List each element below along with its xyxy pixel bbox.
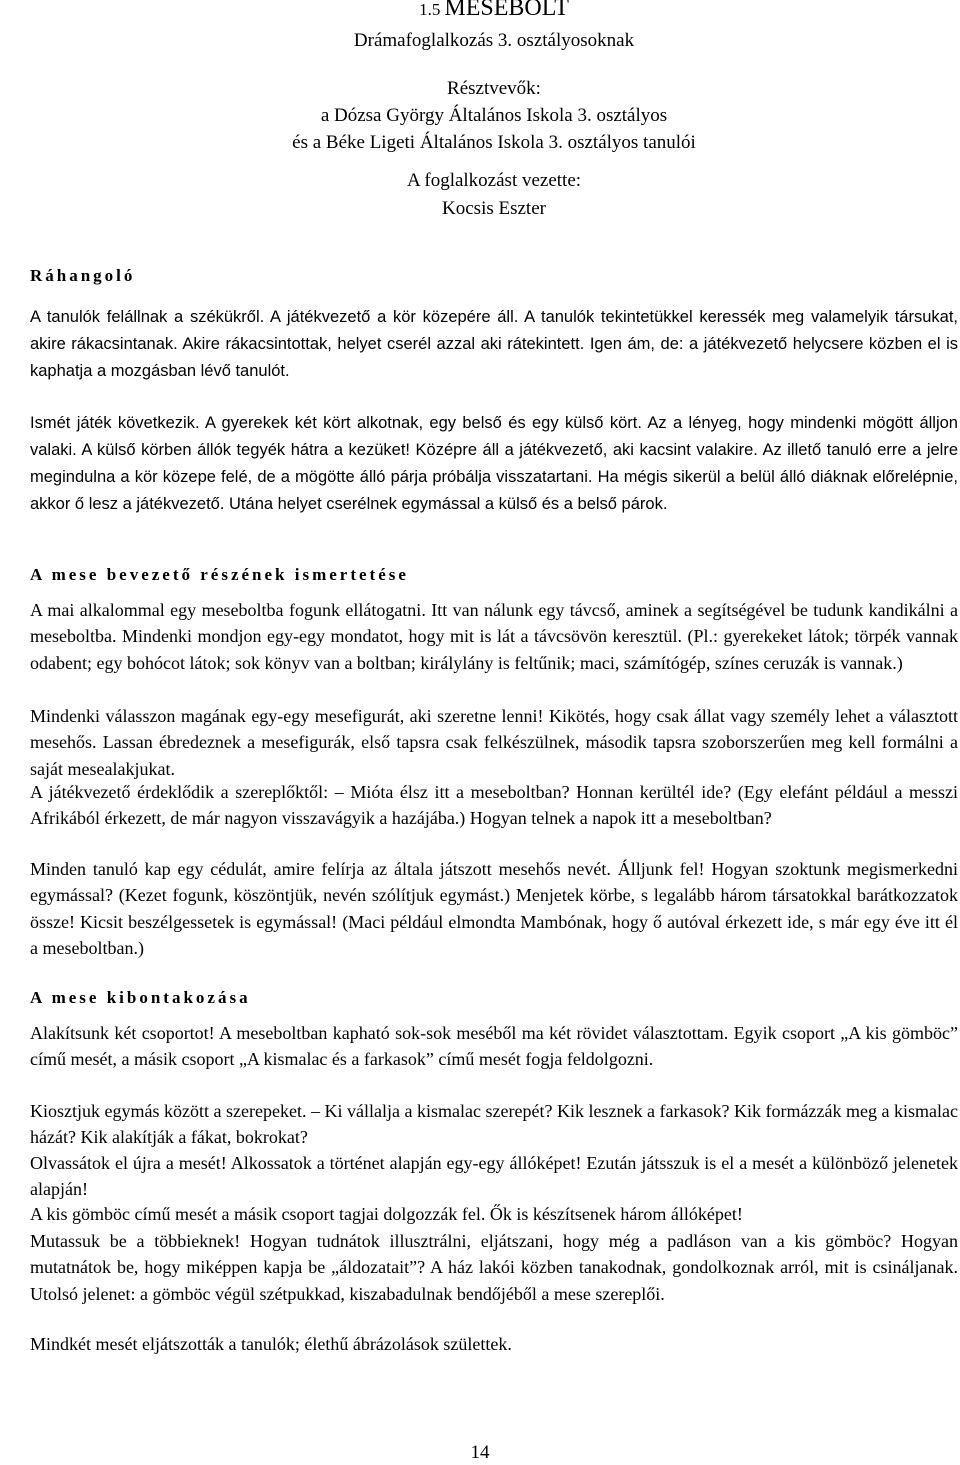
participants-line-2: és a Béke Ligeti Általános Iskola 3. osztályos tanulói <box>292 132 696 153</box>
paragraph-warmup-1: A tanulók felállnak a székükről. A játékvezető a kör közepére áll. A tanulók tekintetükkel keressék meg valamelyik társukat, akire rákacsintanak. Akire rákacsintottak, helyet cserél azzal aki rátekintett. Igen ám, de: a játékvezető helycsere közben el is kaphatja a mozgásban lévő tanulót. <box>30 308 958 380</box>
paragraph-intro-2: Mindenki válasszon magának egy-egy mesefigurát, aki szeretne lenni! Kikötés, hogy csak állat vagy személy lehet a választott mesehős. Lassan ébredeznek a mesefigurák, első tapsra csak felkészülnek, második tapsra szoborszerűen meg kell formálni a saját mesealakjukat. <box>30 706 958 779</box>
section-heading-unfolding: A mese kibontakozása <box>30 988 251 1007</box>
page-number: 14 <box>470 1442 490 1463</box>
chapter-number: 1.5 <box>419 0 441 19</box>
paragraph-unfolding-4: A kis gömböc című mesét a másik csoport tagjai dolgozzák fel. Ők is készítsenek három állóképet! <box>30 1204 743 1224</box>
section-heading-warmup: Ráhangoló <box>30 266 136 285</box>
subtitle: Drámafoglalkozás 3. osztályosoknak <box>353 30 635 51</box>
chapter-title: MESEBOLT <box>444 0 569 21</box>
participants-line-1: a Dózsa György Általános Iskola 3. osztályos <box>320 105 668 126</box>
paragraph-intro-1: A mai alkalommal egy meseboltba fogunk ellátogatni. Itt van nálunk egy távcső, aminek a segítségével be tudunk kandikálni a meseboltba. Mindenki mondjon egy-egy mondatot, hogy mit is lát a távcsövön keresztül. (Pl.: gyerekeket látok; törpék vannak odabent; egy bohócot látok; sok könyv van a boltban; királylány is feltűnik; maci, számítógép, színes ceruzák is vannak.) <box>30 600 958 673</box>
section-heading-intro: A mese bevezető részének ismertetése <box>30 565 409 584</box>
paragraph-intro-4: Minden tanuló kap egy cédulát, amire felírja az általa játszott mesehős nevét. Álljunk fel! Hogyan szoktunk megismerkedni egymással? (Kezet fogunk, köszöntjük, nevén szólítjuk egymást.) Menjetek körbe, s legalább három társatokkal barátkozzatok össze! Kicsit beszélgessetek is egymással! (Maci például elmondta Mambónak, hogy ő autóval érkezett ide, s már egy éve itt él a meseboltban.) <box>30 859 958 959</box>
paragraph-unfolding-6: Mindkét mesét eljátszották a tanulók; élethű ábrázolások születtek. <box>30 1334 512 1354</box>
paragraph-unfolding-1: Alakítsunk két csoportot! A meseboltban kapható sok-sok meséből ma két rövidet választottam. Egyik csoport „A kis gömböc” című mesét, a másik csoport „A kismalac és a farkasok” című mesét fogja feldolgozni. <box>30 1023 958 1070</box>
paragraph-intro-3: A játékvezető érdeklődik a szereplőktől: – Mióta élsz itt a meseboltban? Honnan kerültél ide? (Egy elefánt például a messzi Afrikából érkezett, de már nagyon visszavágyik a hazájába.) Hogyan telnek a napok itt a meseboltban? <box>30 782 958 829</box>
leader-name: Kocsis Eszter <box>442 198 546 219</box>
document-title <box>30 0 958 23</box>
paragraph-unfolding-5: Mutassuk be a többieknek! Hogyan tudnátok illusztrálni, eljátszani, hogy még a padláson van a kis gömböc? Hogyan mutatnátok be, hogy miképpen kapja be „áldozatait”? A ház lakói közben tanakodnak, gondolkoznak arról, mit is csináljanak. Utolsó jelenet: a gömböc végül szétpukkad, kiszabadulnak bendőjéből a mese szereplői. <box>30 1231 958 1304</box>
paragraph-unfolding-2: Kiosztjuk egymás között a szerepeket. – Ki vállalja a kismalac szerepét? Kik lesznek a farkasok? Kik formázzák meg a kismalac házát? Kik alakítják a fákat, bokrokat? <box>30 1101 958 1148</box>
participants-label: Résztvevők: <box>447 78 541 99</box>
paragraph-warmup-2: Ismét játék következik. A gyerekek két kört alkotnak, egy belső és egy külső kört. Az a lényeg, hogy mindenki mögött álljon valaki. A külső körben állók tegyék hátra a kezüket! Középre áll a játékvezető, aki kacsint valakire. Az illető tanuló erre a jelre megindulna a kör közepe felé, de a mögötte álló párja próbálja visszatartani. Ha mégis sikerül a belül álló diáknak előrelépnie, akkor ő lesz a játékvezető. Utána helyet cserélnek egymással a külső és a belső párok. <box>30 414 958 513</box>
paragraph-unfolding-3: Olvassátok el újra a mesét! Alkossatok a történet alapján egy-egy állóképet! Ezután játsszuk is el a mesét a különböző jelenetek alapján! <box>30 1153 958 1200</box>
leader-label: A foglalkozást vezette: <box>406 170 582 191</box>
